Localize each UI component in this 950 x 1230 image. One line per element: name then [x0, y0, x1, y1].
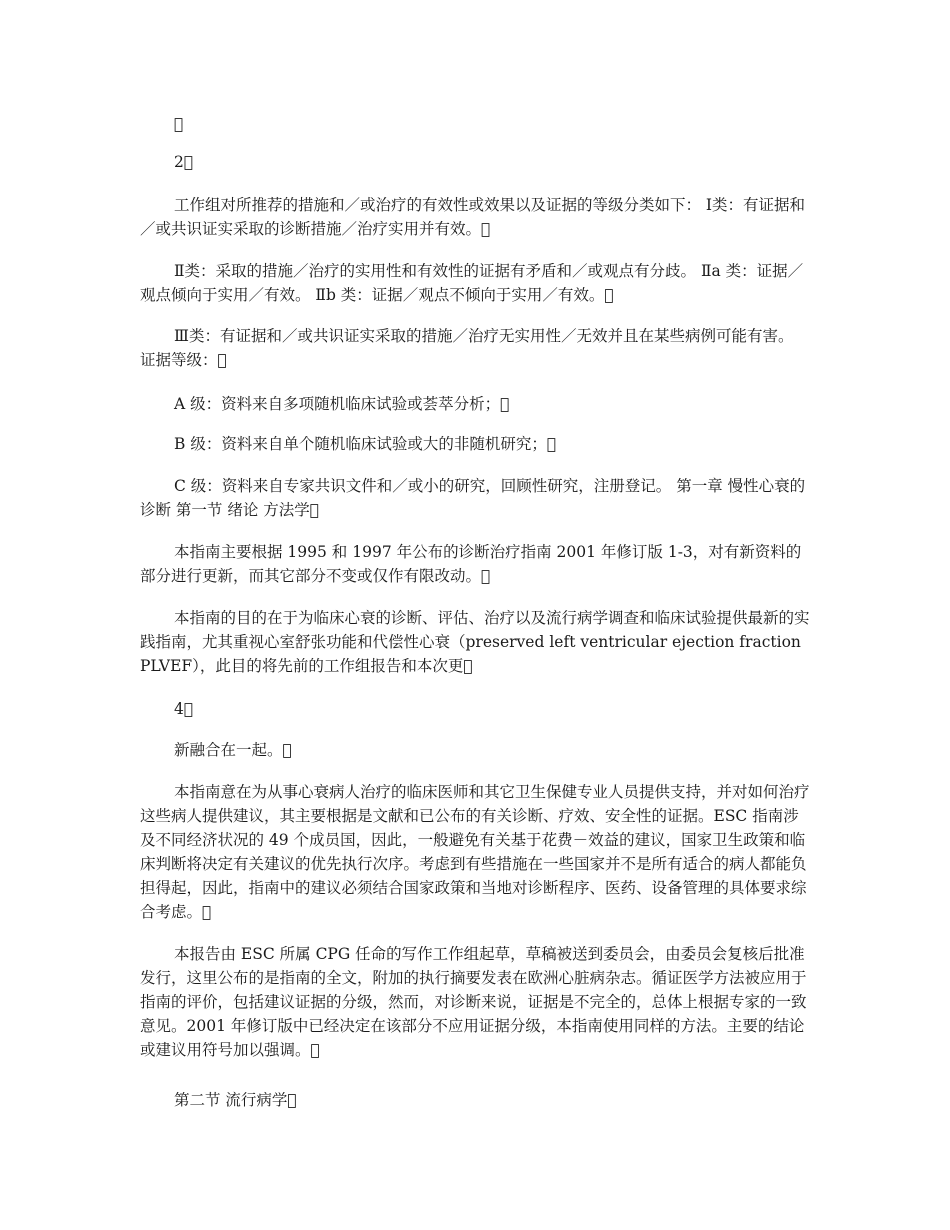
- section-heading-epidemiology: 第二节 流行病学 : [174, 1091, 297, 1109]
- page-number: 4 : [174, 700, 194, 718]
- paragraph-marker:  : [174, 115, 184, 133]
- paragraph-continuation: 新融合在一起。 : [174, 741, 292, 759]
- paragraph-class-iii: Ⅲ类：有证据和／或共识证实采取的措施／治疗无实用性／无效并且在某些病例可能有害。 证据等级： : [140, 327, 794, 369]
- page-number: 2 : [174, 153, 194, 171]
- paragraph-class-ii: Ⅱ类：采取的措施／治疗的实用性和有效性的证据有矛盾和／或观点有分歧。 Ⅱa 类：证据／观点倾向于实用／有效。 Ⅱb 类：证据／观点不倾向于实用／有效。 : [140, 262, 804, 304]
- paragraph-classification: 工作组对所推荐的措施和／或治疗的有效性或效果以及证据的等级分类如下： Ⅰ类：有证据和／或共识证实采取的诊断措施／治疗实用并有效。 : [140, 196, 806, 238]
- paragraph-guideline-intent: 本指南意在为从事心衰病人治疗的临床医师和其它卫生保健专业人员提供支持，并对如何治疗这些病人提供建议，其主要根据是文献和已公布的有关诊断、疗效、安全性的证据。ESC 指南涉及不同经济状况的 49 个成员国，因此，一般避免有关基于花费－效益的建议，国家卫生政策和临床判断将决定有关建议的优先执行次序。考虑到有些措施在一些国家并不是所有适合的病人都能负担得起，因此，指南中的建议必须结合国家政策和当地对诊断程序、医药、设备管理的具体要求综合考虑。 : [140, 783, 810, 921]
- paragraph-guideline-basis: 本指南主要根据 1995 和 1997 年公布的诊断治疗指南 2001 年修订版 1-3，对有新资料的部分进行更新，而其它部分不变或仅作有限改动。 : [140, 543, 802, 585]
- paragraph-level-b: B 级：资料来自单个随机临床试验或大的非随机研究； : [174, 435, 557, 453]
- paragraph-level-a: A 级：资料来自多项随机临床试验或荟萃分析； : [174, 395, 510, 413]
- paragraph-level-c: C 级：资料来自专家共识文件和／或小的研究，回顾性研究，注册登记。 第一章 慢性心衰的诊断 第一节 绪论 方法学 : [140, 477, 806, 519]
- paragraph-guideline-purpose: 本指南的目的在于为临床心衰的诊断、评估、治疗以及流行病学调查和临床试验提供最新的实践指南，尤其重视心室舒张功能和代偿性心衰（preserved left ventricular ejection fractionPLVEF），此目的将先前的工作组报告和本次更 : [140, 609, 810, 675]
- paragraph-report-origin: 本报告由 ESC 所属 CPG 任命的写作工作组起草，草稿被送到委员会，由委员会复核后批准发行，这里公布的是指南的全文，附加的执行摘要发表在欧洲心脏病杂志。循证医学方法被应用于指南的评价，包括建议证据的分级，然而，对诊断来说，证据是不完全的，总体上根据专家的一致意见。2001 年修订版中已经决定在该部分不应用证据分级，本指南使用同样的方法。主要的结论或建议用符号加以强调。 : [140, 945, 807, 1059]
